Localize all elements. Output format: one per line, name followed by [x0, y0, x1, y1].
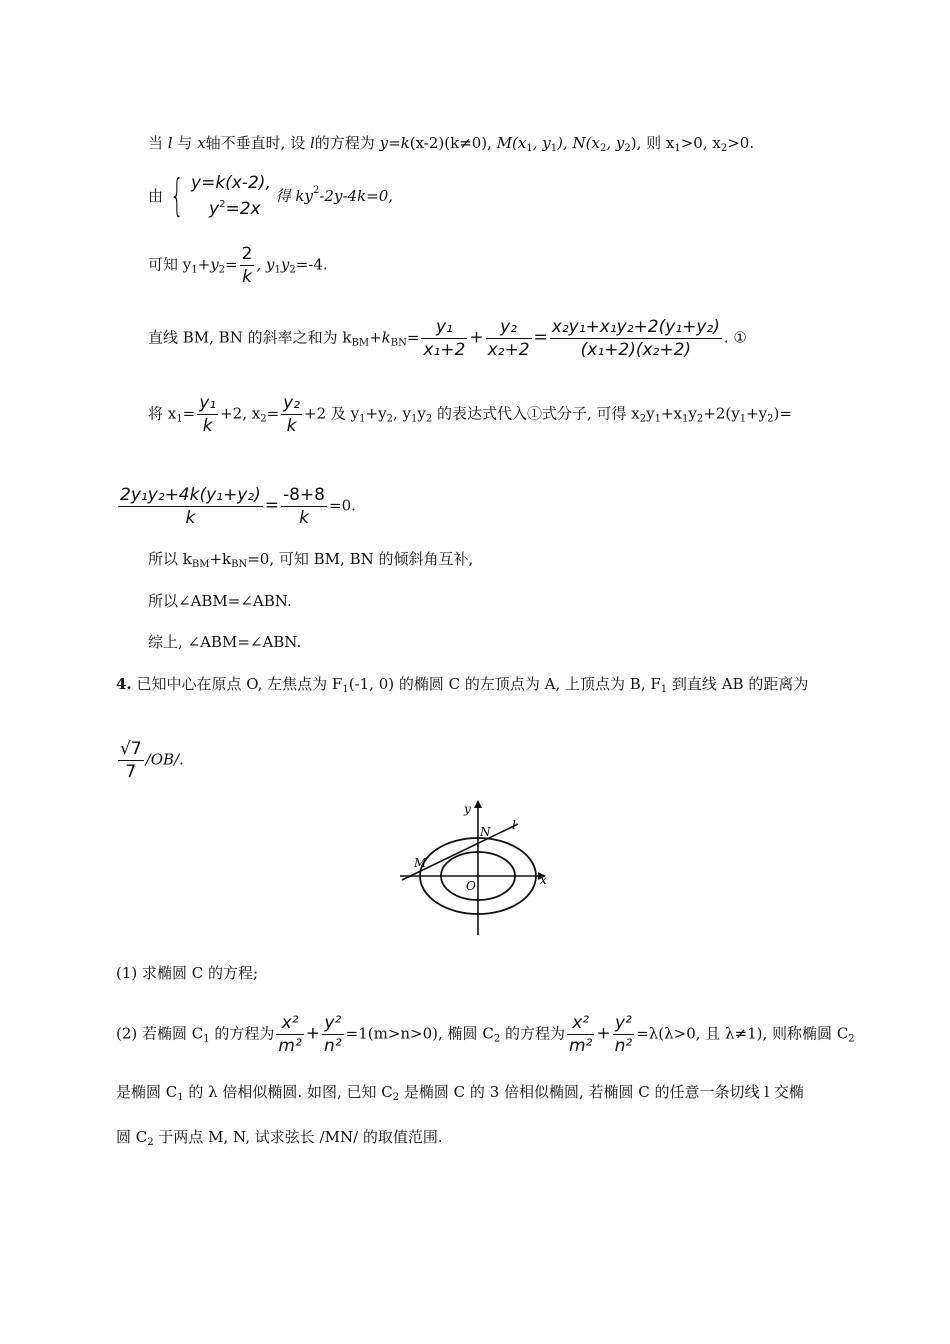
- fraction: [197, 392, 218, 437]
- denominator: k: [286, 416, 297, 436]
- text: 2: [425, 413, 433, 425]
- numerator: 2y₁y₂+4k(y₁+y₂): [120, 485, 261, 505]
- denominator: k: [185, 508, 196, 528]
- text: +k: [209, 550, 232, 568]
- text: 2: [720, 143, 728, 154]
- fraction: [281, 392, 302, 437]
- text: 的 λ 倍相似椭圆. 如图, 已知 C: [183, 1083, 393, 1101]
- solution-line-8: 所以∠ABM=∠ABN.: [148, 592, 292, 610]
- text: 1: [191, 264, 198, 276]
- text: =0.: [329, 496, 356, 515]
- text: +: [469, 327, 484, 348]
- text: 2: [767, 413, 774, 425]
- text: =1(m>n>0), 椭圆 C: [345, 1024, 494, 1043]
- text: +x: [660, 404, 683, 423]
- text: 2: [392, 1092, 400, 1103]
- text: 轴不垂直时, 设: [205, 134, 306, 152]
- text: 所以 k: [148, 550, 192, 568]
- question-4-part-2: [116, 1012, 855, 1057]
- text: +: [596, 1023, 611, 1044]
- text: =: [182, 404, 196, 423]
- text: 2: [848, 1033, 855, 1045]
- text: 1: [359, 413, 366, 425]
- fraction: [322, 1012, 344, 1057]
- y-axis-arrow-icon: [474, 800, 482, 808]
- text: BN: [231, 559, 248, 570]
- denominator: k: [299, 508, 309, 528]
- numerator: y₁: [199, 393, 217, 413]
- equation-system: [191, 172, 271, 220]
- text: 1: [739, 413, 747, 425]
- text: /OB/.: [145, 750, 184, 769]
- text: 于两点 M, N, 试求弦长 /MN/ 的取值范围.: [153, 1128, 443, 1146]
- text: , y: [256, 255, 275, 274]
- text: 与: [177, 134, 193, 152]
- text: 2: [312, 185, 320, 196]
- text: 的方程为: [500, 1024, 565, 1043]
- fraction: [276, 1012, 303, 1057]
- text: 2: [639, 413, 647, 425]
- text: 是椭圆 C 的 3 倍相似椭圆, 若椭圆 C 的任意一条切线 l 交椭: [399, 1083, 804, 1101]
- denominator: x₁+2: [423, 340, 466, 360]
- question-4-part-2-cont-2: [116, 1127, 443, 1153]
- text: >0.: [727, 134, 755, 152]
- text: ), N(x: [557, 134, 600, 152]
- text: 的表达式代入①式分子, 可得 x: [432, 404, 640, 423]
- text: l: [167, 134, 173, 152]
- denominator: n²: [614, 1036, 633, 1056]
- text: 1: [203, 1033, 210, 1045]
- text: =0, 可知 BM, BN 的倾斜角互补,: [247, 550, 474, 568]
- left-brace-icon: {: [170, 170, 185, 221]
- solution-line-7: [148, 549, 473, 575]
- text: 得 ky: [275, 187, 313, 205]
- denominator: k: [242, 267, 252, 287]
- tangent-line-l: [402, 824, 518, 880]
- text: 1: [550, 143, 558, 154]
- text: 1: [274, 264, 281, 276]
- numerator: y₂: [486, 316, 532, 339]
- text: +k: [369, 328, 391, 347]
- text: 2: [147, 1137, 154, 1148]
- text: 2: [386, 413, 393, 425]
- text: =2x: [225, 199, 261, 219]
- text: >0, x: [680, 134, 721, 152]
- solution-line-4: [148, 316, 747, 361]
- text: (-1, 0) 的椭圆 C 的左顶点为 A, 上顶点为 B, F: [348, 675, 661, 693]
- text: 1: [342, 684, 349, 695]
- fraction: [567, 1012, 594, 1057]
- numerator: x²: [276, 1012, 303, 1035]
- text: 1: [526, 143, 533, 154]
- label-n: N: [480, 825, 491, 839]
- text: 2: [599, 143, 607, 154]
- text: =: [264, 495, 279, 516]
- text: 2: [289, 264, 296, 276]
- text: 到直线 AB 的距离为: [667, 675, 809, 693]
- text: , y: [606, 134, 625, 152]
- text: 将 x: [148, 404, 177, 423]
- text: (x-2)(k≠0),: [409, 134, 492, 152]
- denominator: k: [202, 416, 213, 436]
- text: BM: [191, 559, 210, 570]
- denominator: m²: [568, 1036, 593, 1056]
- text: 1: [654, 413, 661, 425]
- label-y: y: [464, 802, 471, 816]
- text: =-4.: [295, 255, 328, 274]
- text: (2) 若椭圆 C: [116, 1024, 204, 1043]
- label-m: M: [414, 856, 427, 870]
- fraction: [118, 738, 144, 783]
- fraction: [550, 316, 722, 361]
- text: 1: [177, 1092, 184, 1103]
- text: , y: [392, 404, 411, 423]
- question-number: 4.: [116, 675, 132, 693]
- numerator: y₁: [421, 316, 467, 339]
- text: y: [688, 404, 697, 423]
- numerator: 2: [241, 244, 253, 264]
- text: 直线 BM, BN 的斜率之和为 k: [148, 328, 352, 347]
- text: 是椭圆 C: [116, 1083, 178, 1101]
- text: =: [266, 404, 280, 423]
- solution-line-1: [148, 133, 754, 159]
- label-o: O: [466, 879, 476, 893]
- denominator: 7: [125, 762, 137, 782]
- text: BN: [390, 337, 407, 349]
- solution-line-2: [148, 172, 393, 220]
- numerator: x²: [567, 1012, 594, 1035]
- numerator: y²: [613, 1012, 635, 1035]
- fraction: [118, 484, 263, 529]
- text: 圆 C: [116, 1128, 148, 1146]
- ellipse-figure: [398, 800, 558, 940]
- numerator: y²: [322, 1012, 344, 1035]
- denominator: n²: [324, 1036, 342, 1056]
- text: +2(y: [703, 404, 740, 423]
- fraction: [421, 316, 467, 361]
- question-4-line-2: [116, 738, 184, 783]
- text: M(x: [496, 134, 527, 152]
- label-l: l: [512, 818, 516, 832]
- text: . ①: [723, 328, 747, 347]
- text: =: [533, 327, 548, 348]
- text: 1: [674, 143, 681, 154]
- text: 当: [148, 134, 164, 152]
- numerator: x₂y₁+x₁y₂+2(y₁+y₂): [551, 317, 720, 337]
- text: 1: [660, 684, 668, 695]
- denominator: x₂+2: [487, 340, 530, 360]
- equation-1: y=k(x-2),: [191, 173, 271, 193]
- question-4-line-1: [116, 674, 808, 700]
- text: 2: [493, 1033, 501, 1045]
- fraction: [281, 484, 327, 529]
- text: 1: [682, 413, 689, 425]
- text: 由: [148, 187, 164, 205]
- text: 的方程为: [209, 1024, 275, 1043]
- text: +y: [365, 404, 387, 423]
- fraction: [486, 316, 532, 361]
- solution-line-9: 综上, ∠ABM=∠ABN.: [148, 633, 302, 651]
- question-4-part-2-cont-1: [116, 1082, 804, 1108]
- text: 2: [696, 413, 704, 425]
- text: =: [225, 255, 238, 274]
- numerator: -8+8: [282, 485, 325, 505]
- fraction: [240, 243, 255, 288]
- text: 可知 y: [148, 255, 192, 274]
- text: )=: [773, 404, 792, 423]
- text: ), 则 x: [630, 134, 675, 152]
- denominator: (x₁+2)(x₂+2): [580, 340, 692, 360]
- text: -2y-4k=0,: [319, 187, 394, 205]
- text: l: [309, 134, 315, 152]
- numerator: y₂: [283, 393, 301, 413]
- text: 2: [218, 264, 226, 276]
- text: 2: [219, 199, 226, 210]
- text: +y: [197, 255, 219, 274]
- numerator: √7: [120, 739, 142, 759]
- text: 1: [176, 413, 183, 425]
- text: +2 及 y: [304, 404, 360, 423]
- text: =: [406, 328, 420, 347]
- text: +2, x: [220, 404, 261, 423]
- text: x: [197, 134, 206, 152]
- text: 已知中心在原点 O, 左焦点为 F: [131, 675, 343, 693]
- question-4-part-1: (1) 求椭圆 C 的方程;: [116, 964, 259, 982]
- text: y=k: [379, 134, 410, 152]
- text: y: [417, 404, 426, 423]
- solution-line-3: [148, 243, 328, 288]
- text: 的方程为: [314, 134, 375, 152]
- text: , y: [532, 134, 551, 152]
- denominator: m²: [278, 1036, 302, 1056]
- text: BM: [351, 337, 370, 349]
- text: +: [305, 1023, 321, 1044]
- fraction: [613, 1012, 635, 1057]
- text: y: [280, 255, 290, 274]
- text: +y: [746, 404, 768, 423]
- text: 2: [260, 413, 267, 425]
- text: y: [646, 404, 655, 423]
- solution-line-6: [116, 484, 356, 529]
- label-x: x: [540, 873, 547, 887]
- text: y: [209, 199, 220, 219]
- solution-line-5: [148, 392, 792, 437]
- text: 2: [624, 143, 631, 154]
- text: =λ(λ>0, 且 λ≠1), 则称椭圆 C: [636, 1024, 849, 1043]
- text: 1: [410, 413, 418, 425]
